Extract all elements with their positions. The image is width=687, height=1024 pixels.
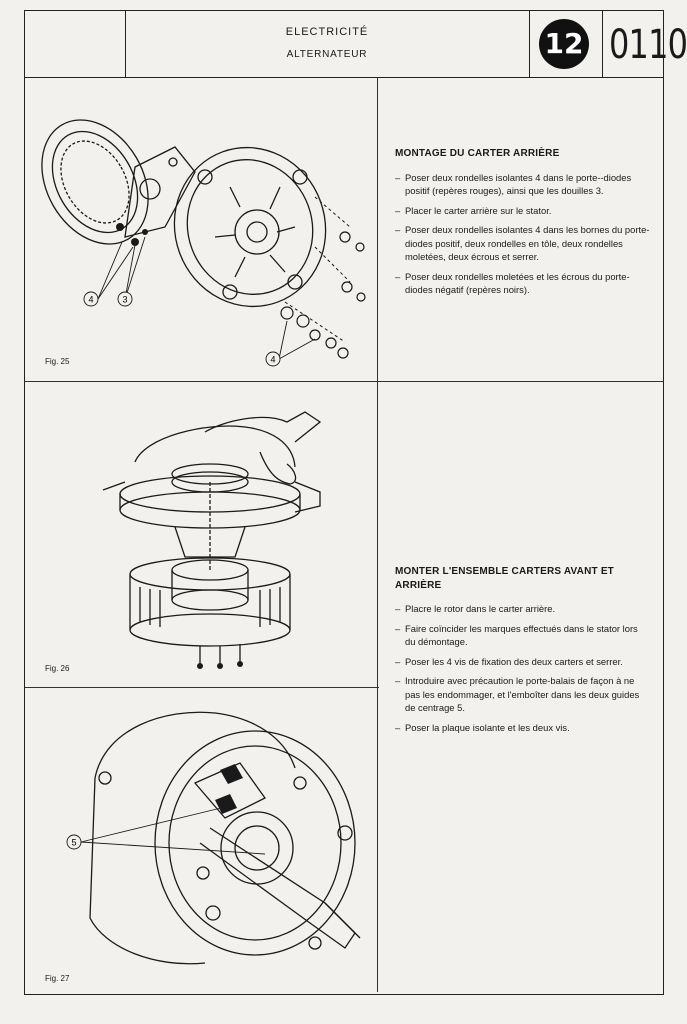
step-item: – Poser deux rondelles isolantes 4 dans le porte--diodes positif (repères rouges), ainsi que les douilles 3.: [395, 171, 632, 196]
step-item: – Placer le carter arrière sur le stator.: [395, 204, 552, 216]
step-item: – Faire coïncider les marques effectués dans le stator lors du démontage.: [395, 622, 638, 647]
section-heading: MONTER L'ENSEMBLE CARTERS AVANT ET ARRIÈRE: [395, 566, 614, 591]
step-item: – Poser deux rondelles isolantes 4 dans les bornes du porte-diodes positif, deux rondelles en tôle, deux rondelles moletées, deux écrous et serrer.: [395, 224, 650, 262]
rotor-assembly-drawing: [25, 382, 377, 687]
step-item: – Introduire avec précaution le porte-balais de façon à ne pas les endommager, et l'emboîter dans les deux guides de centrage 5.: [395, 675, 640, 713]
step-item: – Poser la plaque isolante et les deux vis.: [395, 721, 570, 733]
step-item: – Placre le rotor dans le carter arrière.: [395, 603, 556, 614]
callout-5: 5: [71, 837, 77, 848]
section-monter-ensemble: [395, 565, 650, 740]
exploded-alternator-drawing: [25, 77, 377, 381]
section-title: ELECTRICITÉ: [285, 26, 369, 38]
chapter-box: [529, 11, 603, 77]
section-montage-carter: [395, 147, 650, 303]
section-subtitle: ALTERNATEUR: [286, 49, 368, 60]
figure-27: [25, 688, 377, 992]
column-divider: [377, 77, 378, 992]
brush-holder-drawing: [25, 688, 377, 992]
step-item: – Poser les 4 vis de fixation des deux carters et serrer.: [395, 655, 623, 667]
page-number: 0110: [609, 22, 687, 68]
figure-caption: Fig. 27: [45, 974, 70, 983]
header-title-cell: [125, 11, 529, 77]
section-heading: MONTAGE DU CARTER ARRIÈRE: [395, 148, 560, 159]
figure-caption: Fig. 25: [45, 357, 70, 366]
figure-25: [25, 77, 377, 381]
manual-page: [24, 10, 687, 995]
callout-3: 3: [122, 294, 128, 305]
page-header: [25, 11, 687, 78]
step-item: – Poser deux rondelles moletées et les écrous du porte-diodes négatif (repères noirs).: [395, 270, 630, 295]
callout-4: 4: [270, 354, 276, 365]
figure-26: [25, 382, 377, 687]
figure-caption: Fig. 26: [45, 664, 70, 673]
chapter-number: 12: [539, 19, 589, 69]
header-left-cell: [25, 11, 126, 77]
callout-4: 4: [88, 294, 94, 305]
